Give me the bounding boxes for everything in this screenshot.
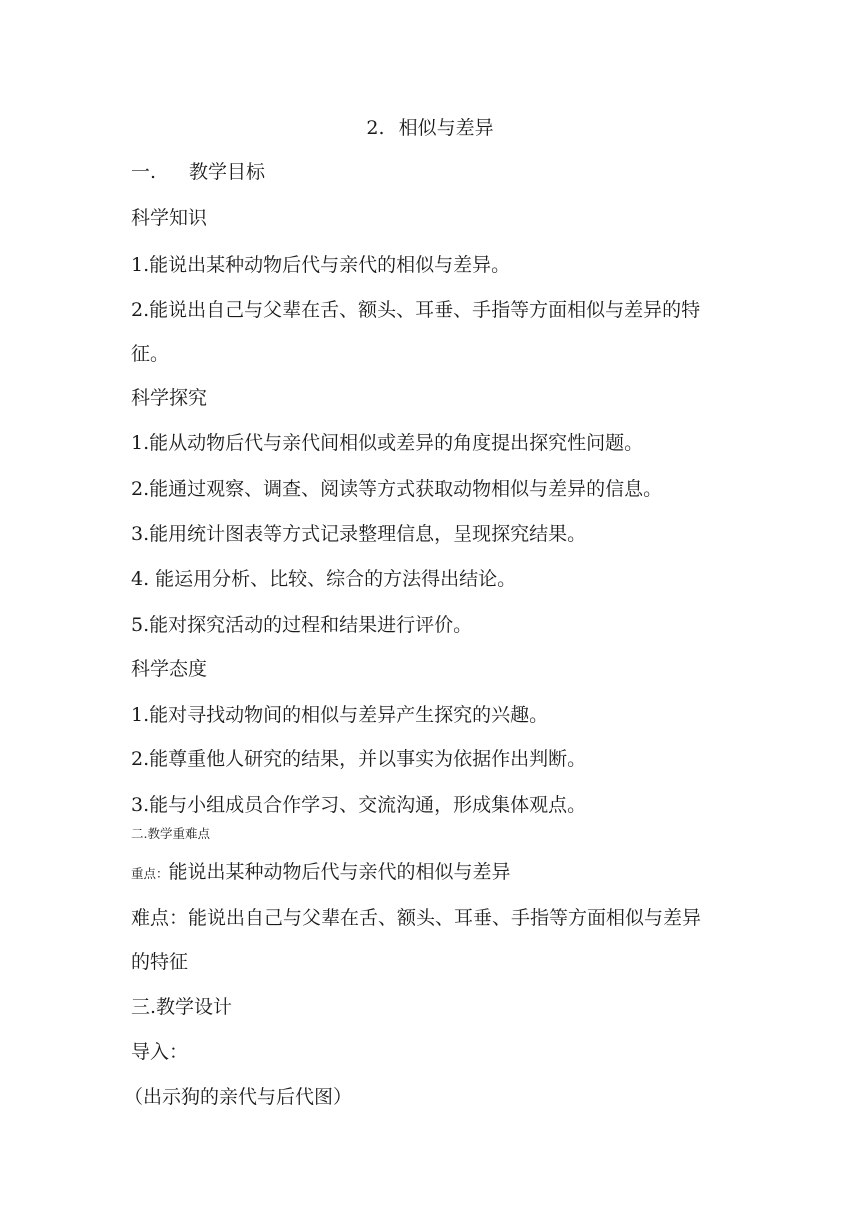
list-item: 4. 能运用分析、比较、综合的方法得出结论。	[131, 568, 517, 590]
list-item: 1.能说出某种动物后代与亲代的相似与差异。	[131, 254, 511, 276]
section-heading-text: 教学目标	[189, 161, 266, 183]
subheading-inquiry: 科学探究	[131, 387, 208, 409]
list-item: 5.能对探究活动的过程和结果进行评价。	[131, 614, 473, 636]
key-point-line	[131, 860, 511, 886]
section-heading-design: 三.教学设计	[131, 996, 233, 1018]
difficult-point-line: 难点：能说出自己与父辈在舌、额头、耳垂、手指等方面相似与差异	[131, 907, 702, 929]
section-heading-objectives	[131, 160, 265, 184]
section-number: 一.	[131, 161, 157, 183]
section-heading-key-points: 二.教学重难点	[131, 826, 210, 841]
stage-direction-note: （出示狗的亲代与后代图）	[124, 1086, 353, 1108]
list-item: 2.能说出自己与父辈在舌、额头、耳垂、手指等方面相似与差异的特	[131, 299, 701, 321]
page-title	[0, 116, 860, 140]
title-number: 2.	[366, 117, 385, 139]
list-item: 2.能尊重他人研究的结果，并以事实为依据作出判断。	[131, 748, 587, 770]
list-item: 1.能对寻找动物间的相似与差异产生探究的兴趣。	[131, 704, 549, 726]
key-point-text: 能说出某种动物后代与亲代的相似与差异	[168, 861, 511, 883]
subheading-knowledge: 科学知识	[131, 207, 208, 229]
list-item-continuation: 征。	[131, 343, 170, 365]
list-item: 1.能从动物后代与亲代间相似或差异的角度提出探究性问题。	[131, 432, 644, 454]
intro-label: 导入：	[131, 1041, 189, 1063]
difficult-point-continuation: 的特征	[131, 951, 189, 973]
key-point-label: 重点：	[131, 866, 169, 881]
list-item: 3.能用统计图表等方式记录整理信息，呈现探究结果。	[131, 523, 587, 545]
list-item: 2.能通过观察、调查、阅读等方式获取动物相似与差异的信息。	[131, 478, 663, 500]
subheading-attitude: 科学态度	[131, 658, 208, 680]
title-text: 相似与差异	[398, 117, 494, 139]
list-item: 3.能与小组成员合作学习、交流沟通，形成集体观点。	[131, 794, 587, 816]
